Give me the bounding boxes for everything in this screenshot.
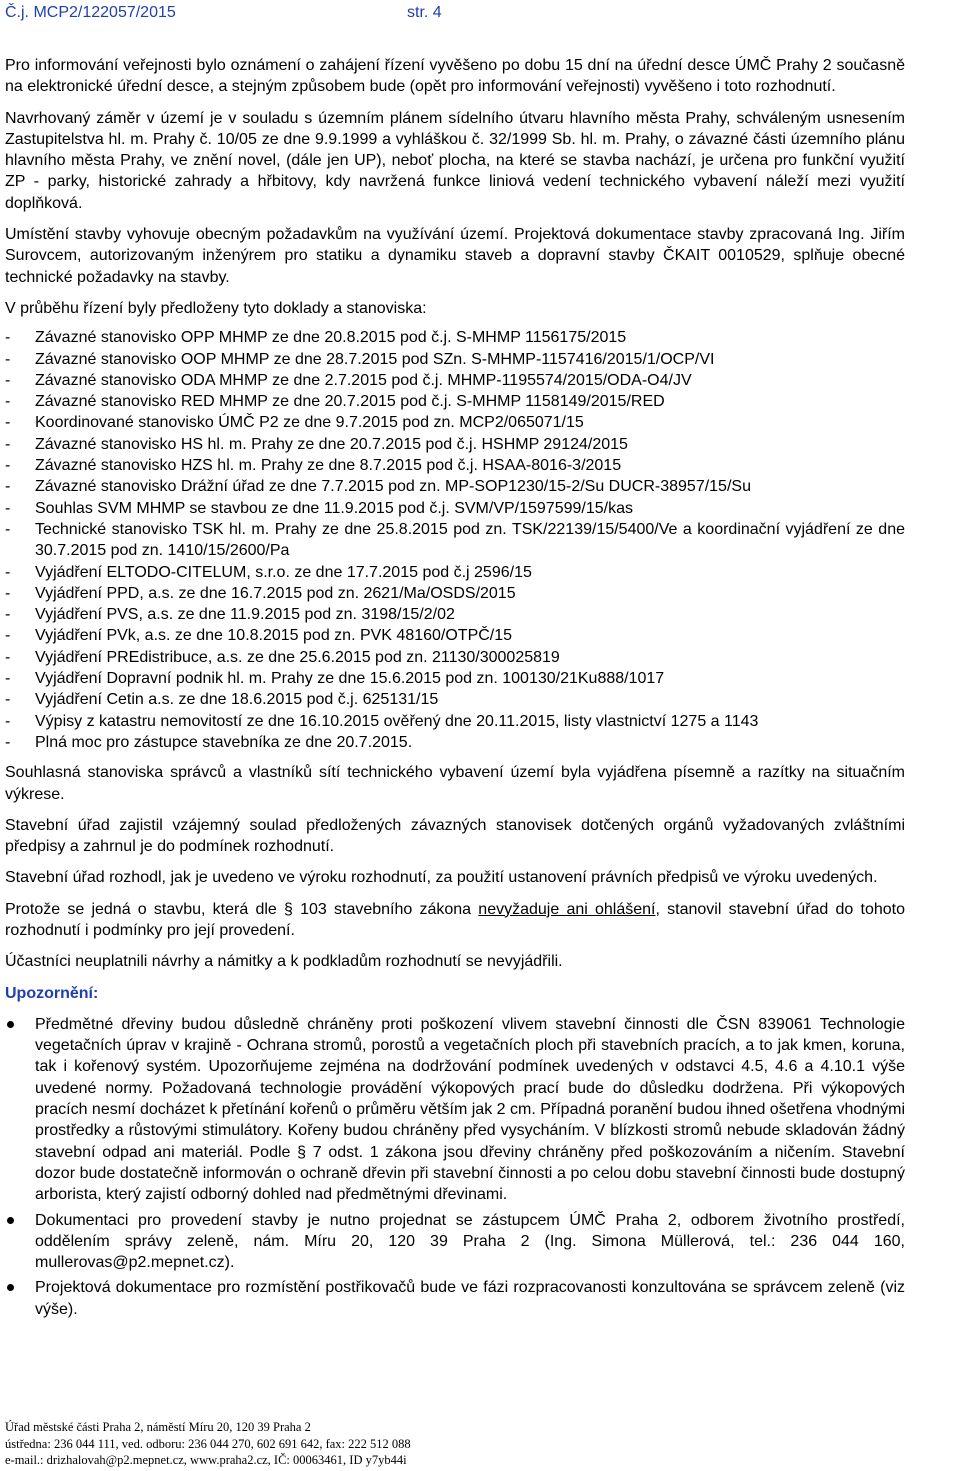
document-item: - Plná moc pro zástupce stavebníka ze dne 20.7.2015. [5, 732, 905, 753]
warning-item [5, 1277, 905, 1320]
reference-number: Č.j. MCP2/122057/2015 [5, 4, 176, 21]
documents-list [5, 327, 905, 753]
document-item: - Závazné stanovisko ODA MHMP ze dne 2.7.2015 pod č.j. MHMP-1195574/2015/ODA-O4/JV [5, 370, 905, 391]
warning-item [5, 1210, 905, 1274]
footer-phones: ústředna: 236 044 111, ved. odboru: 236 044 270, 602 691 642, fax: 222 512 088 [5, 1436, 411, 1451]
bullet-icon [7, 1284, 14, 1291]
document-item: - Vyjádření Cetin a.s. ze dne 18.6.2015 pod č.j. 625131/15 [5, 689, 905, 710]
page-footer [5, 1419, 705, 1469]
document-item: - Vyjádření Dopravní podnik hl. m. Prahy ze dne 15.6.2015 pod zn. 100130/21Ku888/1017 [5, 668, 905, 689]
document-item: - Technické stanovisko TSK hl. m. Prahy ze dne 25.8.2015 pod zn. TSK/22139/15/5400/Ve a koordinační vyjádření ze dne 30.7.2015 pod zn. 1410/15/2600/Pa [5, 519, 905, 562]
paragraph-no-notification [5, 899, 905, 942]
document-item: - Vyjádření PREdistribuce, a.s. ze dne 25.6.2015 pod zn. 21130/300025819 [5, 647, 905, 668]
paragraph-participants: Účastníci neuplatnili návrhy a námitky a k podkladům rozhodnutí se nevyjádřili. [5, 953, 563, 971]
document-item: - Vyjádření PPD, a.s. ze dne 16.7.2015 pod zn. 2621/Ma/OSDS/2015 [5, 583, 905, 604]
footer-contacts: e-mail.: drizhalovah@p2.mepnet.cz, www.praha2.cz, IČ: 00063461, ID y7yb44i [5, 1453, 407, 1467]
warning-heading: Upozornění: [5, 984, 99, 1002]
page-number: str. 4 [407, 4, 442, 21]
document-item: - Souhlas SVM MHMP se stavbou ze dne 11.9.2015 pod č.j. SVM/VP/1597599/15/kas [5, 498, 905, 519]
warning-text: Předmětné dřeviny budou důsledně chráněny proti poškození vlivem stavební činnosti dle ČSN 839061 Technologie vegetačních úprav v krajině - Ochrana stromů, porostů a vegetačních ploch při stavebních pracích, a to jak kmen, koruna, tak i kořenový systém. Upozorňujeme zejména na dodržování podmínek uvedených v odstavci 4.5, 4.6 a 4.10.1 výše uvedené normy. Požadovaná technologie provádění výkopových prací bude do důsledku dodržena. Při výkopových pracích nesmí docházet k přetínání kořenů o průměru větším jak 2 cm. Případná poranění budou ihned ošetřena vhodnými prostředky a růstovými stimulátory. Kořeny budou chráněny před vysycháním. V blízkosti stromů nebude skladován žádný stavební odpad ani materiál. Podle § 7 odst. 1 zákona jsou dřeviny chráněny před poškozováním a ničením. Stavební dozor bude dostatečně informován o ochraně dřevin při stavební činnosti a po celou dobu stavební činnosti bude dostupný arborista, který zajistí odborný dohled nad předmětnými dřevinami. [35, 1015, 905, 1204]
paragraph-public-notice: Pro informování veřejnosti bylo oznámení o zahájení řízení vyvěšeno po dobu 15 dní na úřední desce ÚMČ Prahy 2 současně na elektronické úřední desce, a stejným způsobem bude (opět pro informování veřejnosti) vyvěšeno i toto rozhodnutí. [5, 57, 905, 96]
text-before: Protože se jedná o stavbu, která dle § 103 stavebního zákona [5, 900, 479, 918]
document-item: - Vyjádření PVS, a.s. ze dne 11.9.2015 pod zn. 3198/15/2/02 [5, 604, 905, 625]
bullet-icon [7, 1217, 14, 1224]
document-item: - Závazné stanovisko RED MHMP ze dne 20.7.2015 pod č.j. S-MHMP 1158149/2015/RED [5, 391, 905, 412]
paragraph-decision-basis: Stavební úřad rozhodl, jak je uvedeno ve výroku rozhodnutí, za použití ustanovení právních předpisů ve výroku uvedených. [5, 869, 878, 887]
text-after: , stanovil stavební úřad do tohoto rozhodnutí i podmínky pro její provedení. [5, 900, 905, 939]
document-item: - Závazné stanovisko OOP MHMP ze dne 28.7.2015 pod SZn. S-MHMP-1157416/2015/1/OCP/VI [5, 349, 905, 370]
document-item: - Závazné stanovisko OPP MHMP ze dne 20.8.2015 pod č.j. S-MHMP 1156175/2015 [5, 327, 905, 348]
paragraph-site-requirements: Umístění stavby vyhovuje obecným požadavkům na využívání území. Projektová dokumentace stavby zpracovaná Ing. Jiřím Surovcem, autorizovaným inženýrem pro statiku a dynamiku staveb a dopravní stavby ČKAIT 0010529, splňuje obecné technické požadavky na stavby. [5, 226, 905, 286]
warning-text: Dokumentaci pro provedení stavby je nutno projednat se zástupcem ÚMČ Praha 2, odborem životního prostředí, oddělením správy zeleně, nám. Míru 20, 120 39 Praha 2 (Ing. Simona Müllerová, tel.: 236 044 160, mullerovas@p2.mepnet.cz). [35, 1211, 905, 1272]
document-body [5, 55, 905, 1324]
paragraph-utility-consent: Souhlasná stanoviska správců a vlastníků sítí technického vybavení území byla vyjádřena písemně a razítky na situačním výkrese. [5, 764, 905, 803]
paragraph-zoning-compliance: Navrhovaný záměr v území je v souladu s územním plánem sídelního útvaru hlavního města Prahy, schváleným usnesením Zastupitelstva hl. m. Prahy č. 10/05 ze dne 9.9.1999 a vyhláškou č. 32/1999 Sb. hl. m. Prahy, o závazné části územního plánu hlavního města Prahy, ve znění novel, (dále jen UP), neboť plocha, na které se stavba nachází, je určena pro funkční využití ZP - parky, historické zahrady a hřbitovy, kdy navržená funkce liniová vedení technického vybavení náleží mezi využití doplňková. [5, 109, 905, 212]
paragraph-documents-intro: V průběhu řízení byly předloženy tyto doklady a stanoviska: [5, 299, 427, 317]
paragraph-coordination: Stavební úřad zajistil vzájemný soulad předložených závazných stanovisek dotčených orgánů vyžadovaných zvláštními předpisy a zahrnul je do podmínek rozhodnutí. [5, 816, 905, 856]
document-item: - Výpisy z katastru nemovitostí ze dne 16.10.2015 ověřený dne 20.11.2015, listy vlastnictví 1275 a 1143 [5, 711, 905, 732]
document-item: - Vyjádření PVk, a.s. ze dne 10.8.2015 pod zn. PVK 48160/OTPČ/15 [5, 625, 905, 646]
document-item: - Koordinované stanovisko ÚMČ P2 ze dne 9.7.2015 pod zn. MCP2/065071/15 [5, 412, 905, 433]
warning-list [5, 1014, 905, 1320]
bullet-icon [7, 1021, 14, 1028]
document-item: - Závazné stanovisko HS hl. m. Prahy ze dne 20.7.2015 pod č.j. HSHMP 29124/2015 [5, 434, 905, 455]
underlined-text: nevyžaduje ani ohlášení [478, 900, 656, 918]
document-item: - Závazné stanovisko HZS hl. m. Prahy ze dne 8.7.2015 pod č.j. HSAA-8016-3/2015 [5, 455, 905, 476]
document-item: - Vyjádření ELTODO-CITELUM, s.r.o. ze dne 17.7.2015 pod č.j 2596/15 [5, 562, 905, 583]
document-item: - Závazné stanovisko Drážní úřad ze dne 7.7.2015 pod zn. MP-SOP1230/15-2/Su DUCR-38957/15/Su [5, 476, 905, 497]
warning-text: Projektová dokumentace pro rozmístění postřikovačů bude ve fázi rozpracovanosti konzultována se správcem zeleně (viz výše). [35, 1279, 905, 1318]
footer-address: Úřad městské části Praha 2, náměstí Míru 20, 120 39 Praha 2 [5, 1420, 311, 1434]
warning-item [5, 1014, 905, 1206]
